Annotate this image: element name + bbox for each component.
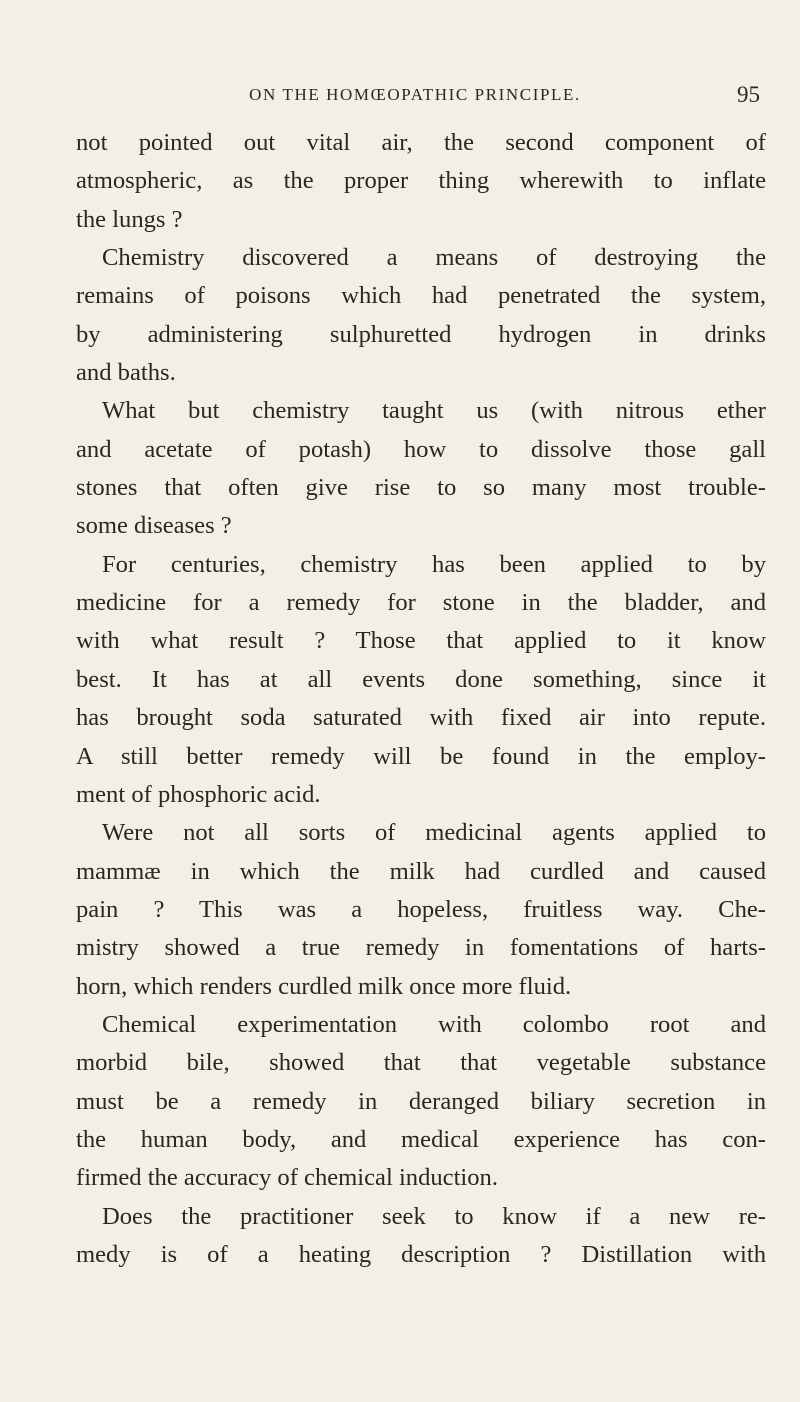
text-line: Chemistry discovered a means of destroying the (102, 244, 766, 272)
body-text (76, 124, 766, 1274)
text-line: mistry showed a true remedy in fomentations of harts- (76, 934, 766, 962)
text-line: the human body, and medical experience has con- (76, 1125, 766, 1153)
text-line: medicine for a remedy for stone in the bladder, and (76, 589, 766, 617)
text-line: must be a remedy in deranged biliary secretion in (76, 1087, 766, 1115)
text-line: A still better remedy will be found in the employ- (76, 742, 766, 770)
text-line: has brought soda saturated with fixed air into repute. (76, 704, 766, 732)
text-line: Does the practitioner seek to know if a new re- (102, 1202, 766, 1230)
text-line: firmed the accuracy of chemical induction. (76, 1164, 498, 1192)
text-line: some diseases ? (76, 512, 232, 540)
text-line: by administering sulphuretted hydrogen in drinks (76, 320, 766, 348)
text-line: ment of phosphoric acid. (76, 780, 321, 808)
text-line: stones that often give rise to so many most trouble- (76, 474, 766, 502)
text-line: morbid bile, showed that that vegetable substance (76, 1049, 766, 1077)
running-title: ON THE HOMŒOPATHIC PRINCIPLE. (249, 85, 581, 104)
text-line: pain ? This was a hopeless, fruitless way. Che- (76, 895, 766, 923)
text-line: best. It has at all events done something, since it (76, 665, 766, 693)
text-line: and acetate of potash) how to dissolve those gall (76, 435, 766, 463)
text-line: For centuries, chemistry has been applied to by (102, 550, 766, 578)
text-line: Chemical experimentation with colombo root and (102, 1010, 766, 1038)
running-head (70, 80, 760, 110)
text-line: horn, which renders curdled milk once more fluid. (76, 972, 572, 1000)
text-line: remains of poisons which had penetrated the system, (76, 282, 766, 310)
text-line: and baths. (76, 359, 176, 387)
text-line: with what result ? Those that applied to it know (76, 627, 766, 655)
page-number: 95 (737, 82, 760, 107)
text-line: Were not all sorts of medicinal agents applied to (102, 819, 766, 847)
text-line: mammæ in which the milk had curdled and caused (76, 857, 766, 885)
text-line: atmospheric, as the proper thing wherewith to inflate (76, 167, 766, 195)
text-line: What but chemistry taught us (with nitrous ether (102, 397, 766, 425)
text-line: medy is of a heating description ? Distillation with (76, 1240, 766, 1268)
text-line: not pointed out vital air, the second component of (76, 129, 766, 156)
text-line: the lungs ? (76, 205, 183, 233)
